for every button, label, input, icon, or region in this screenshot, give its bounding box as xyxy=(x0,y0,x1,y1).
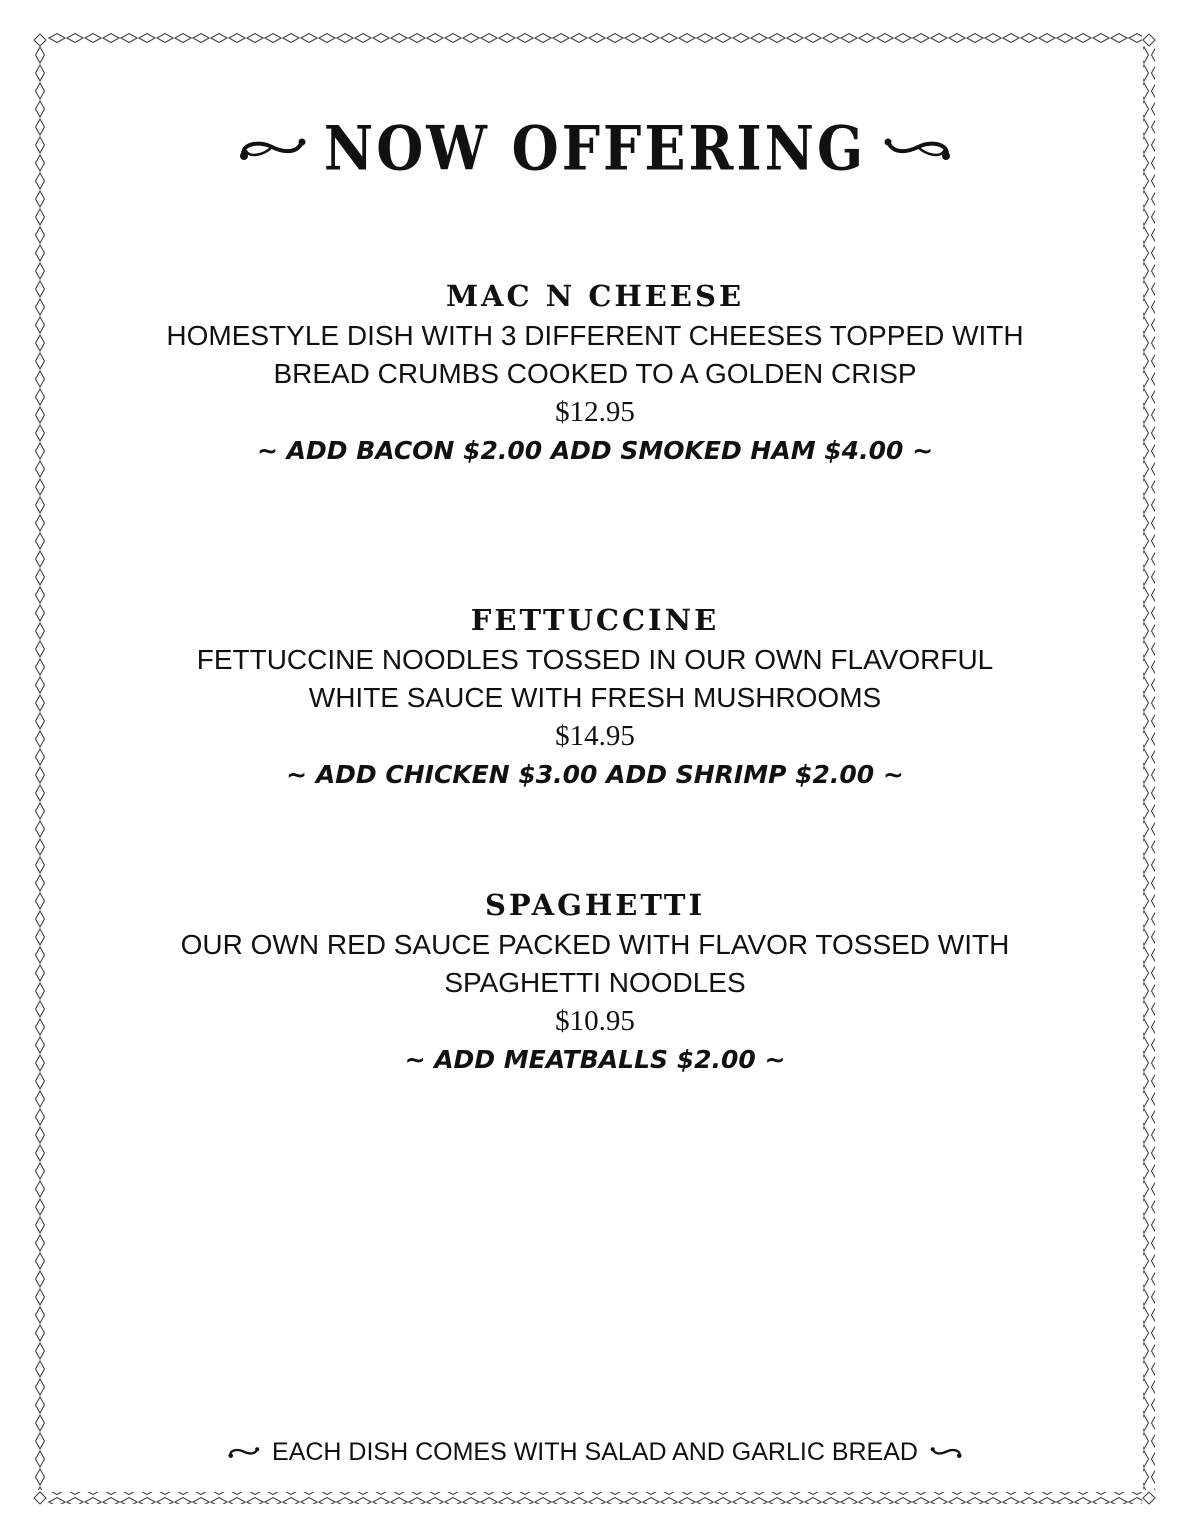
border-corner-top-left xyxy=(34,34,46,46)
dish-price: $10.95 xyxy=(555,1005,635,1037)
dish-addons: ~ ADD CHICKEN $3.00 ADD SHRIMP $2.00 ~ xyxy=(286,760,904,789)
flourish-icon xyxy=(882,131,952,165)
flourish-icon xyxy=(238,131,308,165)
dish-description: FETTUCCINE NOODLES TOSSED IN OUR OWN FLAVORFUL WHITE SAUCE WITH FRESH MUSHROOMS xyxy=(196,644,994,713)
dish-description: HOMESTYLE DISH WITH 3 DIFFERENT CHEESES TOPPED WITH BREAD CRUMBS COOKED TO A GOLDEN CRISP xyxy=(166,320,1024,389)
footer xyxy=(0,1432,1190,1472)
dish-name: SPAGHETTI xyxy=(484,888,706,922)
border-corner-bottom-left xyxy=(34,1492,46,1504)
dish-price: $14.95 xyxy=(555,720,635,752)
menu-item-mac-n-cheese xyxy=(160,277,1030,471)
dish-description: OUR OWN RED SAUCE PACKED WITH FLAVOR TOSSED WITH SPAGHETTI NOODLES xyxy=(180,929,1010,998)
footer-note: EACH DISH COMES WITH SALAD AND GARLIC BREAD xyxy=(272,1438,918,1466)
menu-item-spaghetti xyxy=(160,886,1030,1080)
border-right xyxy=(1143,46,1155,1490)
border-corner-bottom-right xyxy=(1143,1492,1155,1504)
flourish-icon xyxy=(228,1443,260,1461)
page-title: NOW OFFERING xyxy=(323,112,867,184)
dish-name: MAC N CHEESE xyxy=(445,279,745,313)
flourish-icon xyxy=(930,1443,962,1461)
dish-price: $12.95 xyxy=(555,396,635,428)
title-block xyxy=(0,108,1190,188)
dish-addons: ~ ADD BACON $2.00 ADD SMOKED HAM $4.00 ~ xyxy=(256,436,934,465)
border-top xyxy=(48,32,1142,44)
dish-name: FETTUCCINE xyxy=(470,603,720,637)
dish-addons: ~ ADD MEATBALLS $2.00 ~ xyxy=(404,1045,786,1074)
border-left xyxy=(34,46,46,1490)
border-bottom xyxy=(48,1492,1142,1504)
menu-item-fettuccine xyxy=(160,601,1030,795)
border-corner-top-right xyxy=(1143,34,1155,46)
